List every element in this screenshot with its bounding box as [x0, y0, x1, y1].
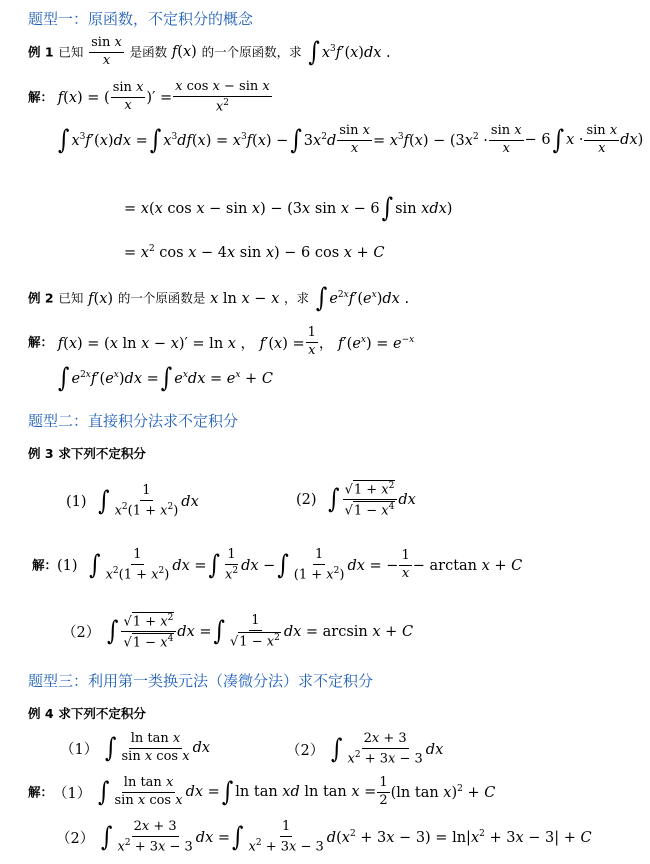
fraction: $\frac{\text{sin x}}{x}$ — [490, 123, 522, 156]
math-expr: $e^{2x}f'(e^x)dx$ = — [71, 370, 159, 387]
example-label: 例 3 — [28, 446, 54, 461]
math-expr: sin xdx) — [395, 200, 453, 217]
integral-sign: ∫ — [232, 822, 244, 853]
math-expr: f(x) = (x ln x − x)′ = ln x ， f′(x) = — [57, 335, 305, 352]
fraction: $\frac{\text{sin x}}{x}$ — [91, 35, 122, 68]
math-expr: $x^3f'(x)dx$ = — [71, 132, 148, 149]
solution-3-part-1 — [32, 548, 522, 583]
integral-sign: ∫ — [328, 484, 340, 515]
fraction: $\frac{\text{sin x}}{x}$ — [112, 80, 144, 114]
math-expr: − 6 — [524, 132, 551, 149]
math-expr: $x^3df(x) = x^3f(x)$ − — [163, 132, 289, 149]
fraction: $\frac{\text{ln tan x}}{\text{sin x cos x}}$ — [114, 775, 183, 808]
integral-sign: ∫ — [101, 822, 113, 853]
math-expr: dx = — [172, 557, 207, 574]
fraction: $\frac{1}{x}$ — [401, 548, 410, 582]
integral-sign: ∫ — [98, 486, 110, 517]
integral-sign: ∫ — [107, 616, 119, 647]
math-expr: f(x) — [88, 290, 114, 307]
example-label: 例 4 — [28, 706, 54, 721]
integral-sign: ∫ — [213, 616, 225, 647]
math-expr: dx = arcsin x + C — [283, 623, 414, 640]
math-expr: )′ = — [146, 89, 173, 106]
math-expr: dx = — [195, 829, 231, 846]
math-expr: = x(x cos x − sin x) − (3x sin x − 6 — [124, 200, 380, 217]
example-text: 已知 — [58, 290, 84, 306]
math-expr: dx = — [177, 623, 212, 640]
solution-2-line-1 — [28, 326, 414, 359]
solution-label: 解： — [32, 557, 58, 573]
math-expr: $e^xdx = e^x + C$ — [174, 370, 273, 387]
solution-label: 解： — [28, 334, 54, 350]
solution-label: 解： — [28, 784, 54, 800]
math-expr: $e^{2x}f'(e^x)dx$ . — [329, 290, 410, 307]
fraction: $\frac{√1 + x^2}{√1 - x^4}$ — [121, 612, 176, 652]
math-expr: $3x^2d$ — [303, 132, 337, 149]
fraction: $\frac{√1 + x^2}{√1 - x^4}$ — [343, 480, 398, 520]
math-expr: x ln x − x — [210, 290, 280, 307]
part-label: （2） — [286, 743, 325, 760]
math-expr: dx — [425, 741, 444, 758]
section-title-3: 题型三：利用第一类换元法（凑微分法）求不定积分 — [28, 672, 374, 690]
solution-1-line-3 — [124, 193, 453, 224]
example-3-statement — [28, 444, 146, 462]
math-expr: $d(x^2 + 3x - 3) = \ln|x^2 + 3x - 3| + C$ — [326, 829, 592, 846]
example-text: ，求 — [284, 290, 310, 306]
part-label: (1) — [57, 557, 78, 574]
math-expr: dx − — [241, 557, 276, 574]
example-3-part-1 — [66, 484, 199, 519]
math-expr: f(x) — [171, 44, 197, 61]
fraction: $\frac{2x + 3}{x^2 + 3x - 3}$ — [347, 731, 423, 767]
example-text: 是函数 — [129, 44, 168, 60]
math-expr: dx = − — [347, 557, 399, 574]
math-expr: ln tan xd ln tan x = — [235, 784, 377, 801]
integral-sign: ∫ — [290, 125, 302, 156]
fraction: $\frac{1}{x}$ — [307, 325, 316, 358]
math-expr: dx — [192, 740, 211, 757]
integral-sign: ∫ — [58, 125, 70, 156]
example-2-statement — [28, 283, 410, 314]
example-label: 例 2 — [28, 290, 54, 306]
integral-sign: ∫ — [208, 550, 221, 581]
example-1-statement — [28, 36, 391, 69]
integral-sign: ∫ — [98, 777, 110, 808]
solution-label: 解： — [28, 89, 54, 105]
math-expr: dx — [181, 493, 199, 510]
part-label: (1) — [66, 493, 87, 510]
fraction: $\frac{1}{(1 + x^2)}$ — [293, 547, 345, 583]
example-4-statement — [28, 704, 146, 722]
fraction: $\frac{1}{√1 - x^2}$ — [230, 612, 280, 649]
part-label: （2） — [62, 625, 101, 642]
solution-1-line-2 — [56, 124, 643, 157]
math-expr: x · — [566, 132, 584, 149]
math-expr: f(x) = ( — [57, 89, 110, 106]
fraction: $\frac{1}{x^2(1 + x^2)}$ — [114, 483, 179, 519]
example-text: 已知 — [58, 44, 84, 60]
example-text: 的一个原函数是 — [117, 290, 206, 306]
integral-sign: ∫ — [277, 550, 289, 581]
integral-sign: ∫ — [381, 193, 394, 224]
part-label: （1） — [60, 741, 99, 758]
integral-sign: ∫ — [89, 550, 101, 581]
fraction: $\frac{1}{x^2}$ — [225, 547, 239, 583]
fraction: $\frac{1}{x^2(1 + x^2)}$ — [105, 547, 170, 583]
example-3-part-2 — [296, 480, 416, 520]
solution-4-part-1 — [28, 776, 495, 809]
part-label: （1） — [53, 785, 92, 802]
example-text: 求下列不定积分 — [58, 446, 146, 461]
integral-sign: ∫ — [160, 363, 173, 394]
solution-3-part-2 — [62, 612, 413, 652]
integral-sign: ∫ — [308, 37, 320, 68]
solution-1-line-1 — [28, 80, 273, 115]
math-expr: − arctan x + C — [412, 557, 523, 574]
fraction: $\frac{1}{2}$ — [379, 775, 388, 808]
solution-2-line-2 — [56, 363, 273, 394]
part-label: (2) — [296, 491, 317, 508]
math-expr: $x^3f'(x)dx$ . — [321, 44, 391, 61]
integral-sign: ∫ — [149, 125, 162, 156]
integral-sign: ∫ — [552, 125, 565, 156]
fraction: $\frac{\text{sin x}}{x}$ — [339, 123, 370, 156]
math-expr: dx — [398, 491, 416, 508]
integral-sign: ∫ — [221, 777, 234, 808]
part-label: （2） — [56, 831, 95, 848]
fraction: $\frac{\text{sin x}}{x}$ — [586, 123, 618, 156]
section-title-2: 题型二：直接积分法求不定积分 — [28, 412, 239, 430]
example-label: 例 1 — [28, 44, 54, 60]
math-expr: = $x^2$ cos x − 4x sin x) − 6 cos x + C — [124, 243, 385, 261]
example-4-part-2 — [286, 732, 443, 767]
example-text: 的一个原函数，求 — [201, 44, 302, 60]
math-expr: = $x^3f(x) - (3x^2$ · — [372, 132, 488, 149]
section-title-1: 题型一：原函数，不定积分的概念 — [28, 10, 254, 28]
fraction: $\frac{1}{x^2 + 3x - 3}$ — [248, 819, 324, 855]
integral-sign: ∫ — [105, 733, 117, 764]
integral-sign: ∫ — [315, 283, 328, 314]
math-expr: dx) — [620, 132, 644, 149]
solution-1-line-4 — [124, 242, 384, 260]
example-4-part-1 — [60, 732, 210, 765]
integral-sign: ∫ — [331, 734, 343, 765]
fraction: $\frac{\text{x cos x − sin x}}{x^2}$ — [175, 79, 270, 115]
math-expr: dx = — [185, 784, 220, 801]
example-text: 求下列不定积分 — [58, 706, 146, 721]
fraction: $\frac{\text{ln tan x}}{\text{sin x cos x}}$ — [121, 731, 190, 764]
math-expr: ， $f'(e^x) = e^{-x}$ — [318, 335, 415, 352]
math-expr: (ln tan x)$^2$ + C — [390, 784, 496, 801]
solution-4-part-2 — [56, 820, 592, 855]
fraction: $\frac{2x + 3}{x^2 + 3x - 3}$ — [117, 819, 193, 855]
integral-sign: ∫ — [58, 363, 70, 394]
